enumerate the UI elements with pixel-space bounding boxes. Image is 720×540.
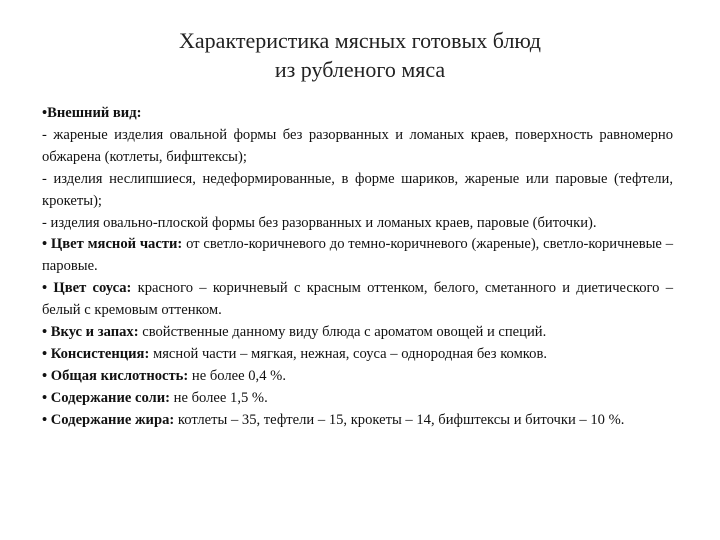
- consistency-label: Консистенция:: [50, 345, 150, 362]
- acidity-text: не более 0,4 %.: [188, 367, 286, 384]
- slide-body: [42, 103, 673, 432]
- sauce-color-item: [42, 278, 673, 322]
- sauce-color-label: Цвет соуса:: [53, 280, 132, 297]
- taste-smell-item: [42, 322, 673, 344]
- meat-color-label: Цвет мясной части:: [50, 236, 183, 253]
- appearance-item-3: - изделия овально-плоской формы без разорванных и ломаных краев, паровые (биточки).: [42, 214, 597, 231]
- meat-color-text: от светло-коричневого до темно-коричневого (жареные), светло-коричневые – паровые.: [42, 236, 673, 275]
- title-line-2: из рубленого мяса: [274, 57, 446, 82]
- bullet-icon: •: [42, 236, 48, 253]
- bullet-icon: •: [42, 411, 48, 428]
- acidity-item: [42, 366, 673, 388]
- appearance-item-1: - жареные изделия овальной формы без разорванных и ломаных краев, поверхность равномерно обжарена (котлеты, бифштексы);: [42, 126, 673, 165]
- bullet-icon: •: [42, 389, 48, 406]
- meat-color-item: [42, 234, 673, 278]
- taste-smell-text: свойственные данному виду блюда с ароматом овощей и специй.: [138, 324, 547, 341]
- taste-smell-label: Вкус и запах:: [50, 324, 139, 341]
- appearance-item-2: - изделия неслипшиеся, недеформированные, в форме шариков, жареные или паровые (тефтели, крокеты);: [42, 170, 673, 209]
- bullet-icon: •: [42, 345, 48, 362]
- acidity-label: Общая кислотность:: [50, 367, 189, 384]
- bullet-icon: •: [42, 367, 48, 384]
- sauce-color-text: красного – коричневый с красным оттенком, белого, сметанного и диетического – белый с кремовым оттенком.: [42, 280, 673, 319]
- consistency-text: мясной части – мягкая, нежная, соуса – однородная без комков.: [149, 345, 547, 362]
- bullet-icon: •: [42, 324, 48, 341]
- salt-item: [42, 388, 673, 410]
- title-line-1: Характеристика мясных готовых блюд: [179, 28, 541, 53]
- appearance-heading: [42, 103, 673, 125]
- fat-item: [42, 410, 673, 432]
- consistency-item: [42, 344, 673, 366]
- fat-text: котлеты – 35, тефтели – 15, крокеты – 14, бифштексы и биточки – 10 %.: [174, 411, 625, 428]
- salt-text: не более 1,5 %.: [170, 389, 268, 406]
- salt-label: Содержание соли:: [50, 389, 171, 406]
- appearance-label: Внешний вид:: [47, 105, 142, 121]
- bullet-icon: •: [42, 105, 48, 121]
- slide-title: [0, 26, 720, 84]
- bullet-icon: •: [42, 280, 48, 297]
- fat-label: Содержание жира:: [50, 411, 175, 428]
